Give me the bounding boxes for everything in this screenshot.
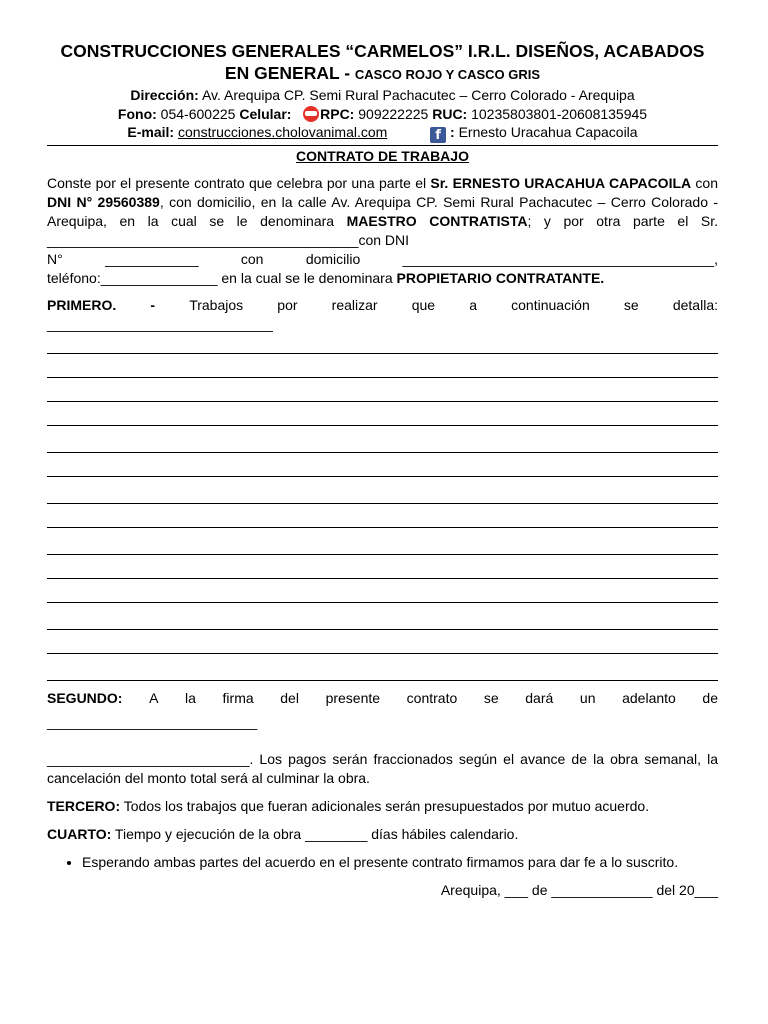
address-line: Dirección: Av. Arequipa CP. Semi Rural Pachacutec – Cerro Colorado - Arequipa: [130, 87, 635, 103]
blank-line: [47, 377, 718, 378]
work-description-lines: [47, 353, 718, 681]
document-title: CONTRATO DE TRABAJO: [296, 148, 469, 164]
primero-clause: PRIMERO. - Trabajos por realizar que a continuación se detalla:: [47, 297, 718, 313]
blank-line: [47, 578, 718, 579]
company-name-line2: EN GENERAL - CASCO ROJO Y CASCO GRIS: [224, 63, 541, 83]
company-tag: CASCO ROJO Y CASCO GRIS: [354, 67, 541, 82]
cuarto-clause: CUARTO: Tiempo y ejecución de la obra ________ días hábiles calendario.: [47, 826, 519, 842]
blank-line: [47, 554, 718, 555]
blank-line: [47, 527, 718, 528]
intro-paragraph: Conste por el presente contrato que celebra por una parte el Sr. ERNESTO URACAHUA CAPACOILA con DNI N° 29560389, con domicilio, en la calle Av. Arequipa CP. Semi Rural Pachacutec – Cerro Colorado - Arequipa, en la cual se le denominara MAESTRO CONTRATISTA; y por otra parte el Sr. ________________________________________con DNI: [47, 175, 718, 248]
telefono-line: teléfono:_______________ en la cual se le denominara PROPIETARIO CONTRATANTE.: [47, 270, 605, 286]
blank-line: [47, 653, 718, 654]
email-link[interactable]: construcciones.cholovanimal.com: [178, 124, 388, 140]
blank-line: [47, 680, 718, 681]
date-line: Arequipa, ___ de _____________ del 20___: [440, 882, 718, 898]
tercero-clause: TERCERO: Todos los trabajos que fueran adicionales serán presupuestados por mutuo acuerdo.: [47, 798, 650, 814]
segundo-line: ___________________________: [47, 714, 258, 730]
company-header: [47, 40, 718, 86]
segundo-clause: SEGUNDO: A la firma del presente contrato se dará un adelanto de: [47, 690, 718, 706]
phone-line: Fono: 054-600225 Celular: RPC: 909222225 RUC: 10235803801-20608135945: [117, 105, 648, 122]
blank-line: [47, 503, 718, 504]
header-divider: [47, 145, 718, 146]
blank-line: [47, 353, 718, 354]
facebook-name: Ernesto Uracahua Capacoila: [458, 124, 638, 140]
blank-line: [47, 476, 718, 477]
blank-line: [47, 425, 718, 426]
blank-line: [47, 401, 718, 402]
company-name-line1: CONSTRUCCIONES GENERALES “CARMELOS” I.R.L. DISEÑOS, ACABADOS: [60, 41, 705, 61]
email-line: E-mail: construcciones.cholovanimal.com f : Ernesto Uracahua Capacoila: [127, 124, 638, 143]
blank-line: [47, 629, 718, 630]
rpc-logo-icon: [303, 106, 319, 122]
closing-list: [47, 853, 718, 872]
segundo-payment-text: __________________________. Los pagos serán fraccionados según el avance de la obra semanal, la cancelación del monto total será al culminar la obra.: [47, 751, 718, 786]
facebook-icon: f: [430, 127, 446, 143]
closing-bullet: • Esperando ambas partes del acuerdo en el presente contrato firmamos para dar fe a lo suscrito.: [82, 853, 718, 872]
primero-short-line: _____________________________: [47, 316, 273, 332]
blank-line: [47, 602, 718, 603]
dni-line: N° ____________ con domicilio ________________________________________,: [47, 251, 718, 267]
blank-line: [47, 452, 718, 453]
contract-page: [47, 40, 718, 900]
